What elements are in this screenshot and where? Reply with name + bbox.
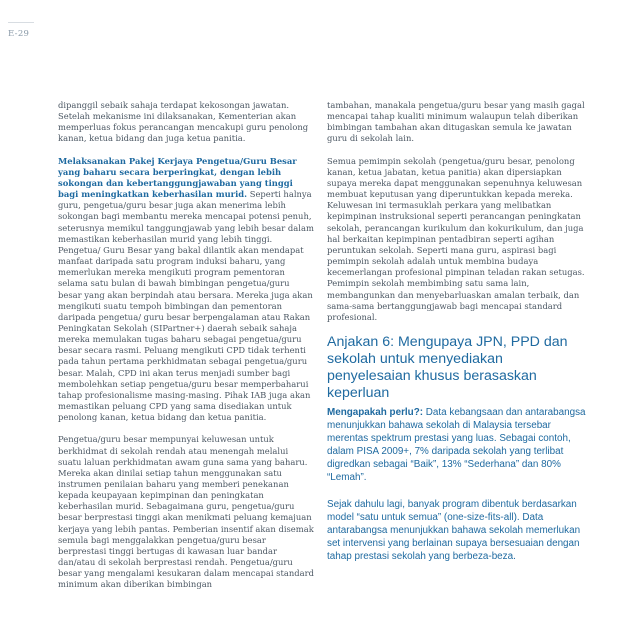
right-paragraph-1: tambahan, manakala pengetua/guru besar yang masih gagal mencapai tahap kualiti minimum walaupun telah diberikan bimbingan tambahan akan ditugaskan semula ke jawatan guru di sekolah lain. [327, 100, 585, 144]
section-heading: Anjakan 6: Mengupaya JPN, PPD dan sekolah untuk menyediakan penyelesaian khusus berasaskan keperluan [327, 333, 568, 401]
right-paragraph-2: Semua pemimpin sekolah (pengetua/guru besar, penolong kanan, ketua jabatan, ketua panitia) akan dipersiapkan supaya mereka dapat menggunakan sepenuhnya keluwesan membuat keputusan yang diperuntukkan kepada mereka. Keluwesan ini termasuklah perkara yang melibatkan kepimpinan instruksional seperti perancangan peningkatan sekolah, perancangan kurikulum dan kokurikulum, dan juga hal berkaitan kepimpinan pentadbiran seperti agihan peruntukan sekolah. Seperti mana guru, aspirasi bagi pemimpin sekolah adalah untuk membina budaya kecemerlangan profesional pimpinan teladan rakan setugas. Pemimpin sekolah membimbing satu sama lain, membangunkan dan menyebarluaskan amalan terbaik, dan sama-sama bertanggungjawab bagi mencapai standard profesional. [327, 155, 585, 322]
left-paragraph-3: Pengetua/guru besar mempunyai keluwesan untuk berkhidmat di sekolah rendah atau menengah melalui suatu laluan perkhidmatan awam guna sama yang baharu. Mereka akan dinilai setiap tahun menggunakan satu instrumen penilaian baharu yang memberi penekanan kepada keupayaan kepimpinan dan peningkatan keberhasilan murid. Sebagaimana guru, pengetua/guru besar berprestasi tinggi akan menikmati peluang kemajuan kerjaya yang lebih pantas. Pemberian insentif akan disemak semula bagi menggalakkan pengetua/guru besar berprestasi tinggi bertugas di kawasan luar bandar dan/atau di sekolah berprestasi rendah. Pengetua/guru besar yang mengalami kesukaran dalam mencapai standard minimum akan diberikan bimbingan [58, 434, 314, 590]
left-paragraph-2 [58, 156, 314, 424]
left-column [58, 100, 314, 602]
page-number: E-29 [8, 29, 30, 39]
page-number-rule [8, 22, 34, 23]
right-paragraph-3-body: Data kebangsaan dan antarabangsa menunjukkan bahawa sekolah di Malaysia tersebar merentas spektrum prestasi yang luas. Sebagai contoh, dalam PISA 2009+, 7% daripada sekolah yang terlibat digredkan sebagai “Baik”, 13% “Sederhana” dan 80% “Lemah”. [327, 406, 586, 484]
right-paragraph-3-lead: Mengapakah perlu?: [327, 406, 424, 418]
left-paragraph-2-body: Seperti halnya guru, pengetua/guru besar juga akan menerima lebih sokongan bagi membantu mereka mencapai potensi penuh, seterusnya memikul tanggungjawab yang lebih besar dalam memastikan keberhasilan murid yang lebih tinggi. Pengetua/ Guru Besar yang bakal dilantik akan mendapat manfaat daripada satu program induksi baharu, yang memerlukan mereka mengikuti program pementoran selama satu bulan di bawah bimbingan pengetua/guru besar yang akan berpindah atau bersara. Mereka juga akan mengikuti suatu tempoh bimbingan dan pementoran daripada pengetua/ guru besar berpengalaman atau Rakan Peningkatan Sekolah (SIPartner+) daerah sebaik sahaja mereka memulakan tugas baharu sebagai pengetua/guru besar secara rasmi. Peluang mengikuti CPD tidak terhenti pada tahun pertama perkhidmatan sebagai pengetua/guru besar. Malah, CPD ini akan terus menjadi sumber bagi membolehkan setiap pengetua/guru besar memperbaharui tahap profesionalisme masing-masing. Pihak IAB juga akan memastikan peluang CPD yang sama disediakan untuk penolong kanan, ketua bidang dan ketua panitia. [58, 189, 314, 423]
right-paragraph-3 [327, 406, 589, 485]
left-paragraph-1: dipanggil sebaik sahaja terdapat kekosongan jawatan. Setelah mekanisme ini dilaksanakan, Kementerian akan memperluas fokus perancangan mencakupi guru penolong kanan, ketua bidang dan juga ketua panitia. [58, 100, 309, 144]
right-column [327, 100, 589, 576]
right-paragraph-4: Sejak dahulu lagi, banyak program dibentuk berdasarkan model “satu untuk semua” (one-size-fits-all). Data antarabangsa menunjukkan bahawa sekolah memerlukan set intervensi yang berlainan supaya bersesuaian dengan tahap prestasi sekolah yang berbeza-beza. [327, 498, 581, 562]
left-paragraph-2-lead: Melaksanakan Pakej Kerjaya Pengetua/Guru Besar yang baharu secara berperingkat, dengan lebih sokongan dan kebertanggungjawaban yang tinggi bagi meningkatkan keberhasilan murid. [58, 155, 297, 200]
